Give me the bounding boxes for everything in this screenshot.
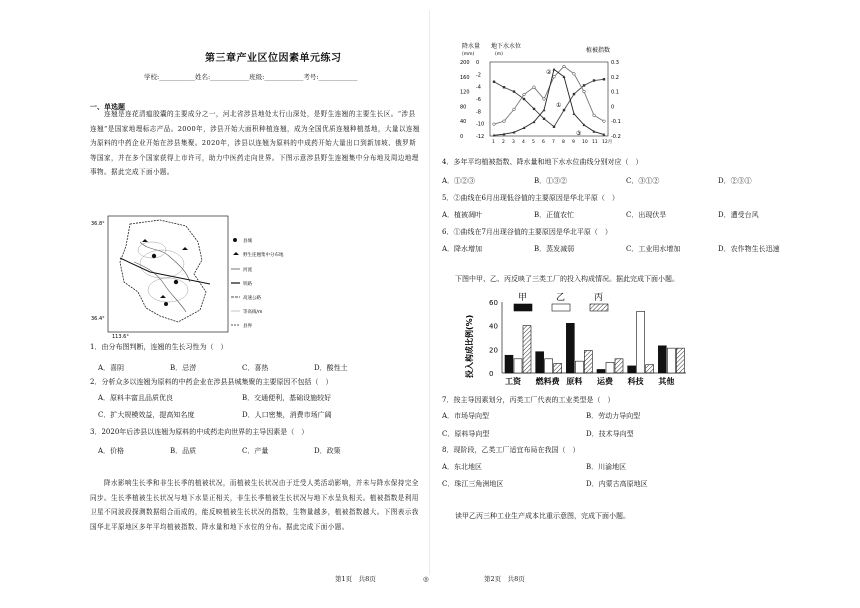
chart1-month-tick: 5	[532, 140, 535, 145]
chart1-point	[513, 108, 516, 111]
railway-line	[120, 258, 210, 284]
lat-label-top: 36.8°	[91, 221, 105, 227]
q6-option-c[interactable]: C．工业用水增加	[626, 245, 681, 253]
chart1-series-label: ②	[546, 68, 552, 76]
chart2-bar	[575, 361, 583, 373]
chart1-plot	[460, 60, 621, 145]
chart2-bar	[646, 365, 654, 373]
chart1-point	[523, 98, 525, 100]
chart2-y-tick: 20	[489, 346, 498, 355]
chart2-legend-swatch	[590, 304, 608, 311]
chart1-index-tick: 0	[611, 104, 615, 111]
chart1-groundwater-tick: -12	[476, 134, 485, 140]
chart1-index-tick: -0.1	[611, 119, 621, 126]
q6-option-b[interactable]: B．蒸发减弱	[534, 245, 575, 253]
chart1-point	[553, 76, 556, 79]
chart1-point	[573, 73, 576, 76]
q8-option-a[interactable]: A．东北地区	[442, 463, 483, 471]
chart2-bar	[667, 348, 675, 373]
chart1-precip-tick: 40	[460, 119, 467, 126]
chart1-groundwater-tick: -4	[476, 84, 481, 91]
chart2-plot	[464, 292, 686, 386]
chart2-y-tick: 40	[489, 322, 498, 331]
chart1-point	[523, 93, 526, 96]
chart2-bar	[615, 359, 623, 373]
q4-option-d[interactable]: D．②③①	[718, 177, 752, 185]
q3-option-c[interactable]: C．产量	[242, 447, 269, 455]
q3-option-b[interactable]: B．品质	[170, 447, 197, 455]
chart1-point	[563, 65, 566, 68]
chart1-month-tick: 10	[582, 140, 588, 145]
legend-county-seat-icon	[233, 238, 237, 242]
chart1-index-tick: 0.2	[611, 74, 619, 81]
legend-highway: 高速公路	[243, 296, 261, 301]
contour-line	[140, 250, 184, 278]
county-seat-marker	[152, 254, 156, 258]
chart2-bar	[505, 355, 513, 373]
chart2-bar	[597, 369, 605, 373]
chart1-point	[563, 109, 565, 111]
question-2: 2．分析众多以连翘为原料的中药企业在涉县县城集聚的主要原因不包括（ ）	[90, 378, 333, 386]
chart1-index-title: 植被指数	[586, 47, 611, 54]
chart1-month-tick: 12月	[602, 140, 613, 145]
chart1-month-tick: 9	[572, 140, 575, 145]
chart2-category-label: 工资	[505, 377, 521, 386]
chart2-y-tick: 60	[489, 299, 498, 307]
chart1-point	[603, 78, 605, 80]
q5-option-b[interactable]: B．正值农忙	[534, 211, 575, 219]
chart1-groundwater-tick: 0	[476, 60, 480, 66]
county-seat-marker	[164, 302, 168, 306]
q5-option-c[interactable]: C．出现伏旱	[626, 211, 667, 219]
chart1-precip-tick: 80	[460, 104, 467, 111]
q7-option-c[interactable]: C．原料导向型	[442, 430, 490, 438]
q7-option-b[interactable]: B．劳动力导向型	[586, 412, 641, 420]
chart1-point	[593, 79, 595, 81]
q2-option-d[interactable]: D．人口密集，消费市场广阔	[242, 411, 332, 419]
q4-option-b[interactable]: B．①③②	[534, 177, 568, 185]
passage-1: 连翘是连花清瘟胶囊的主要成分之一，河北省涉县地处太行山深处，是野生连翘的主要生长区。“涉县连翘”是国家地理标志产品。2000年，涉县开始大面积种植连翘，成为全国优质连翘种植基地，大量以连翘为原料的中药企业开始在涉县集聚。2020年，涉县以连翘为原料的中成药开始大量出口到新加坡、俄罗斯等国家，并在多个国家获得上市许可，助力中医药走向世界。下图示意涉县野生连翘集中分布地及周边地理事物。据此完成下面小题。	[90, 110, 420, 177]
chart2-bar	[637, 311, 645, 373]
q1-option-c[interactable]: C．喜热	[242, 364, 269, 372]
chart1-index-tick: -0.2	[611, 134, 621, 140]
chart2-category-label: 其他	[658, 377, 675, 386]
chart1-month-tick: 8	[562, 140, 565, 145]
legend-county-seat: 县城	[243, 239, 252, 244]
chart1-point	[573, 93, 575, 95]
chart2-bar	[606, 362, 614, 373]
chart1-precip-tick: 200	[460, 60, 470, 66]
chart1-series-line	[494, 69, 604, 135]
page-divider	[429, 10, 430, 575]
chart1-precip-title: 降水量	[462, 43, 481, 50]
chart1-point	[503, 86, 505, 88]
chart1-point	[503, 120, 506, 123]
q7-option-a[interactable]: A．市场导向型	[442, 412, 490, 420]
q6-option-d[interactable]: D．农作物生长迅速	[718, 245, 780, 253]
chart2-bar	[566, 323, 574, 373]
chart1-point	[603, 120, 606, 123]
q1-option-b[interactable]: B．忌涝	[170, 364, 197, 372]
chart1-groundwater-tick: -8	[476, 109, 481, 116]
chart1-point	[543, 118, 545, 120]
page-number-left: 第1页 共8页	[335, 575, 376, 583]
q1-option-a[interactable]: A．喜阴	[98, 364, 125, 372]
chart2-legend-name: 甲	[518, 293, 528, 303]
chart2-bar	[676, 348, 684, 373]
map-frame	[108, 216, 228, 332]
chart1-groundwater-tick: -6	[476, 97, 481, 103]
chart2-legend-name: 丙	[594, 293, 604, 303]
chart1-month-tick: 4	[522, 140, 525, 145]
legend-contour: 等高线/m	[243, 310, 263, 315]
chart1-groundwater-title: 地下水水位	[491, 43, 522, 50]
question-3: 3．2020年后涉县以连翘为原料的中成药走向世界的主导因素是（ ）	[90, 428, 309, 436]
chart2-bar	[523, 326, 531, 373]
q8-option-c[interactable]: C．珠江三角洲地区	[442, 480, 504, 488]
chart1-month-tick: 11	[592, 140, 598, 145]
q8-option-d[interactable]: D．内蒙古高原地区	[586, 480, 648, 488]
chart2-bar	[584, 351, 592, 373]
page-separator-icon: ◎	[423, 575, 429, 583]
input-structure-chart	[452, 290, 692, 390]
chart2-bar	[628, 366, 636, 373]
chart2-bar	[658, 346, 666, 373]
chart2-y-tick: 0	[489, 370, 494, 378]
chart2-bar	[514, 359, 522, 373]
chart2-category-label: 燃料费	[535, 377, 560, 386]
question-4: 4．多年平均植被指数、降水量和地下水水位曲线分别对应（ ）	[442, 158, 643, 166]
q5-option-d[interactable]: D．遭受台风	[718, 211, 759, 219]
county-seat-marker	[174, 280, 178, 284]
chart1-month-tick: 6	[542, 140, 545, 145]
q8-option-b[interactable]: B．川渝地区	[586, 463, 627, 471]
question-1: 1．由分布图判断，连翘的生长习性为（ ）	[90, 343, 228, 351]
page-number-right: 第2页 共8页	[484, 575, 525, 583]
chart1-index-tick: 0.3	[611, 60, 619, 66]
legend-river: 河流	[243, 268, 252, 273]
q1-option-d[interactable]: D．酸性土	[314, 364, 348, 372]
q6-option-a[interactable]: A．降水增加	[442, 245, 483, 253]
chart1-precip-tick: 120	[460, 89, 470, 96]
chart2-y-label: 投入构成比例(%)	[465, 314, 474, 378]
passage-4: 读甲乙丙三种工业生产成本比重示意图，完成下面小题。	[455, 512, 630, 520]
q2-option-a[interactable]: A．原料丰富且品质优良	[98, 394, 174, 402]
chart1-point	[593, 114, 596, 117]
q2-option-b[interactable]: B．交通便利，基础设施较好	[242, 394, 332, 402]
question-6: 6．①曲线在7月出现谷值的主要原因是华北平原（ ）	[442, 228, 612, 236]
chart2-category-label: 运费	[597, 377, 613, 386]
chart2-bar	[554, 364, 562, 373]
chart1-precip-tick: 160	[460, 74, 470, 81]
chart1-series-label: ③	[576, 129, 582, 137]
q7-option-d[interactable]: D．技术导向型	[586, 430, 634, 438]
chart1-point	[573, 112, 576, 115]
chart2-legend-swatch	[514, 304, 532, 311]
chart1-point	[533, 108, 535, 110]
river-line	[140, 242, 190, 282]
chart1-point	[513, 90, 515, 92]
chart1-point	[553, 68, 556, 71]
chart1-month-tick: 2	[502, 140, 505, 145]
chart1-series-line	[494, 79, 604, 126]
chart1-month-tick: 3	[512, 140, 515, 145]
question-7: 7．按主导因素划分，丙类工厂代表的工业类型是（ ）	[442, 396, 615, 404]
student-info-line: 学校:___________姓名:____________班级:____________考号:____________	[144, 73, 358, 81]
climate-chart	[458, 40, 638, 146]
question-5: 5．②曲线在6月出现低谷值的主要原因是华北平原（ ）	[442, 194, 619, 202]
q3-option-a[interactable]: A．价格	[98, 447, 125, 455]
chart2-category-label: 原料	[566, 377, 583, 386]
page-title: 第三章产业区位因素单元练习	[205, 53, 342, 64]
chart1-month-tick: 7	[552, 140, 555, 145]
chart1-point	[543, 109, 546, 112]
legend-boundary: 县界	[243, 324, 252, 329]
legend-railway: 铁路	[243, 282, 252, 287]
chart1-series-label: ①	[556, 102, 562, 110]
chart1-point	[493, 81, 495, 83]
q4-option-c[interactable]: C．③①②	[626, 177, 660, 185]
chart1-point	[533, 86, 536, 89]
chart1-point	[543, 98, 546, 101]
map-figure	[90, 212, 330, 342]
lon-label: 113.6°	[112, 334, 129, 340]
chart2-legend-swatch	[552, 304, 570, 311]
chart2-legend-name: 乙	[556, 293, 566, 303]
q3-option-d[interactable]: D．政策	[314, 447, 341, 455]
chart1-precip-tick: 0	[460, 134, 464, 140]
chart1-month-tick: 1	[492, 140, 495, 145]
legend-forsythia-icon	[233, 252, 239, 255]
chart2-bar	[536, 352, 544, 373]
passage-3: 下图中甲、乙、丙反映了三类工厂的投入构成情况。据此完成下面小题。	[455, 275, 679, 283]
chart1-point	[493, 123, 496, 126]
chart1-point	[583, 84, 585, 86]
q4-option-a[interactable]: A．①②③	[442, 177, 476, 185]
chart1-precip-unit: (mm)	[462, 52, 475, 57]
q2-option-c[interactable]: C．扩大规模效益，提高知名度	[98, 411, 195, 419]
chart1-groundwater-tick: -2	[476, 72, 481, 79]
chart2-category-label: 科技	[627, 377, 644, 386]
lat-label-bottom: 36.4°	[91, 316, 105, 322]
chart1-groundwater-unit: (m)	[495, 52, 503, 57]
legend-forsythia: 野生连翘集中分布地	[243, 253, 284, 258]
county-boundary	[120, 220, 206, 322]
chart1-point	[583, 90, 586, 93]
passage-2: 降水影响生长季和非生长季的植被状况，而植被生长状况由于迁受人类活动影响，并未与降水保持完全同步。生长季植被生长状况与地下水显正相关，非生长季植被生长状况与地下水呈负相关。植被指数是利用卫星不同波段探测数据组合而成的，能反映植被生长状况的指数，生物量越多，植被指数越大。下图表示我国华北平原地区多年平均植被指数、降水量和地下水位的分布。据此完成下面小题。	[90, 479, 419, 531]
chart1-groundwater-tick: -10	[476, 121, 485, 128]
chart2-bar	[545, 359, 553, 373]
section-heading: 一、单选题	[90, 102, 125, 111]
question-8: 8．现阶段，乙类工厂适宜布局在我国（ ）	[442, 446, 580, 454]
chart1-point	[553, 126, 555, 128]
q5-option-a[interactable]: A．植被凋叶	[442, 211, 483, 219]
chart1-index-tick: 0.1	[611, 89, 619, 96]
